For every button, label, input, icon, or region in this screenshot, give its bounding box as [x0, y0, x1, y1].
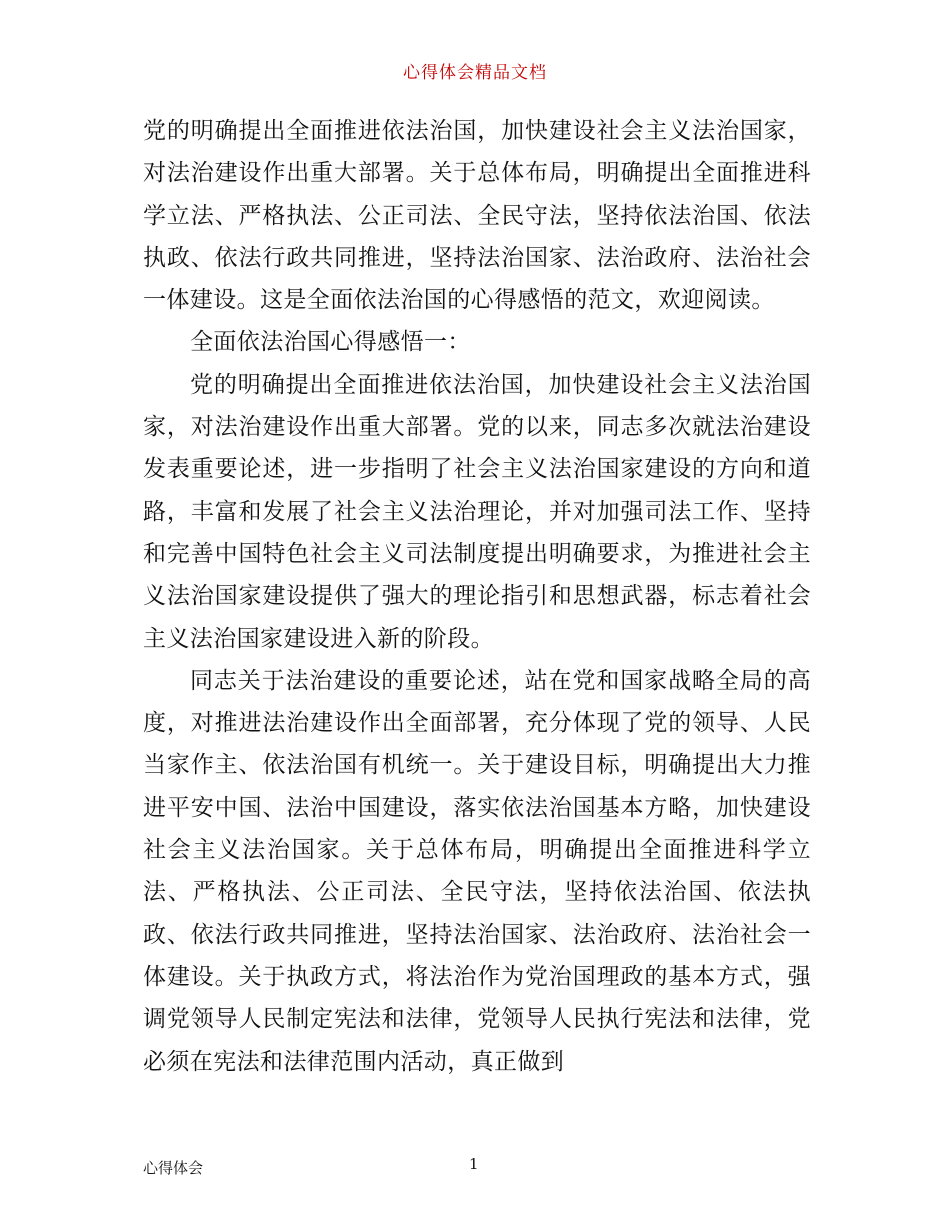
paragraph-intro: 党的明确提出全面推进依法治国，加快建设社会主义法治国家，对法治建设作出重大部署。关于总体布局，明确提出全面推进科学立法、严格执法、公正司法、全民守法，坚持依法治国、依法执政、依法行政共同推进，坚持法治国家、法治政府、法治社会一体建设。这是全面依法治国的心得感悟的范文，欢迎阅读。 — [143, 118, 811, 314]
page-header-title: 心得体会精品文档 — [403, 63, 547, 83]
page-number: 1 — [469, 1155, 479, 1173]
document-body — [143, 110, 811, 1083]
paragraph-body-1: 党的明确提出全面推进依法治国，加快建设社会主义法治国家，对法治建设作出重大部署。党的以来，同志多次就法治建设发表重要论述，进一步指明了社会主义法治国家建设的方向和道路，丰富和发展了社会主义法治理论，并对加强司法工作、坚持和完善中国特色社会主义司法制度提出明确要求，为推进社会主义法治国家建设提供了强大的理论指引和思想武器，标志着社会主义法治国家建设进入新的阶段。 — [143, 371, 811, 652]
paragraph-body-2: 同志关于法治建设的重要论述，站在党和国家战略全局的高度，对推进法治建设作出全面部署，充分体现了党的领导、人民当家作主、依法治国有机统一。关于建设目标，明确提出大力推进平安中国、法治中国建设，落实依法治国基本方略，加快建设社会主义法治国家。关于总体布局，明确提出全面推进科学立法、严格执法、公正司法、全民守法，坚持依法治国、依法执政、依法行政共同推进，坚持法治国家、法治政府、法治社会一体建设。关于执政方式，将法治作为党治国理政的基本方式，强调党领导人民制定宪法和法律，党领导人民执行宪法和法律，党必须在宪法和法律范围内活动，真正做到 — [143, 667, 811, 1075]
footer-label: 心得体会 — [143, 1159, 204, 1177]
section-heading: 全面依法治国心得感悟一： — [190, 329, 471, 356]
